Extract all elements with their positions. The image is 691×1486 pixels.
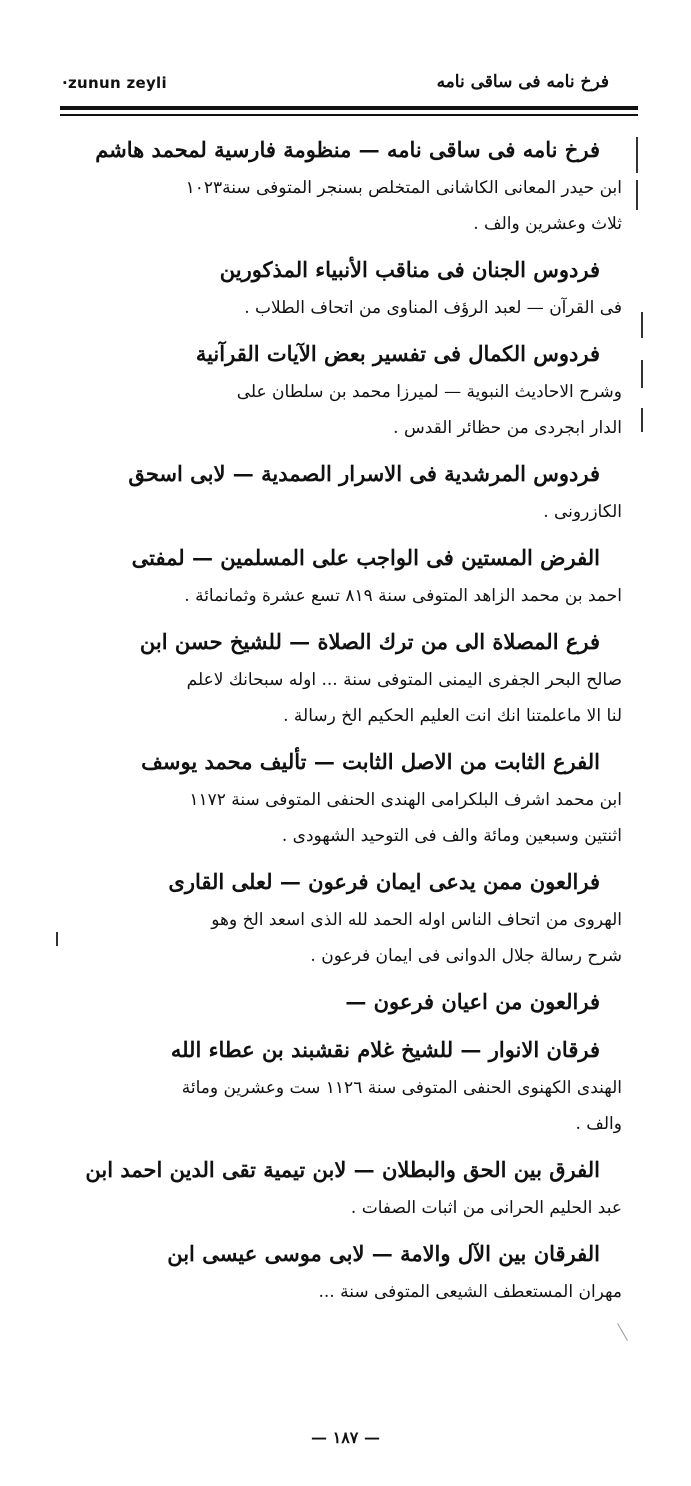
entry (72, 862, 622, 974)
entry-text-line: احمد بن محمد الزاهد المتوفى سنة ٨١٩ تسع عشرة وثمانمائة . (184, 586, 622, 606)
entry-text-line: وشرح الاحاديث النبوية — لميرزا محمد بن سلطان على (236, 382, 622, 402)
entry-title-line: فرع المصلاة الى من ترك الصلاة — للشيخ حسن ابن (139, 629, 600, 654)
margin-mark (56, 932, 58, 946)
entry-title-line: فردوس الجنان فى مناقب الأنبياء المذكورين (219, 257, 600, 282)
entry-text-line: والف . (575, 1114, 622, 1134)
entry-text-line: عبد الحليم الحرانى من اثبات الصفات . (350, 1198, 622, 1218)
entry-title-line: الفرض المستين فى الواجب على المسلمين — لمفتى (131, 545, 600, 570)
margin-mark (641, 312, 643, 338)
entry-text-line: لنا الا ماعلمتنا انك انت العليم الحكيم الخ رسالة . (283, 706, 622, 726)
entry-text-line: ابن حيدر المعانى الكاشانى المتخلص بسنجر المتوفى سنة١٠٢٣ (185, 178, 622, 198)
entry (72, 538, 622, 614)
page-number: — ١٨٧ — (311, 1428, 380, 1447)
entry-text-line: ابن محمد اشرف البلكرامى الهندى الحنفى المتوفى سنة ١١٧٢ (189, 790, 622, 810)
entry-text-line: ثلاث وعشرين والف . (473, 214, 622, 234)
running-header-right: فرخ نامه فى ساقى نامه (436, 72, 609, 92)
entry-text-line: شرح رسالة جلال الدوانى فى ايمان فرعون . (310, 946, 622, 966)
entry-text-line: الكازرونى . (543, 502, 622, 522)
scan-speck (617, 1323, 628, 1341)
running-header-left: ·zunun zeyli (62, 74, 167, 92)
entry (72, 1234, 622, 1310)
entry-title-line: فردوس المرشدية فى الاسرار الصمدية — لابى اسحق (128, 461, 600, 486)
margin-mark (636, 137, 638, 173)
entry-text-line: صالح البحر الجفرى اليمنى المتوفى سنة ... اوله سبحانك لاعلم (186, 670, 622, 690)
entry-text-line: الهندى الكهنوى الحنفى المتوفى سنة ١١٢٦ ست وعشرين ومائة (181, 1078, 622, 1098)
entry-title-line: الفرقان بين الآل والامة — لابى موسى عيسى ابن (167, 1241, 600, 1266)
entry (72, 334, 622, 446)
header-rule-thick (60, 106, 638, 110)
entry-title-line: فرالعون من اعيان فرعون — (345, 989, 600, 1014)
entry-text-line: اثنتين وسبعين ومائة والف فى التوحيد الشهودى . (281, 826, 622, 846)
entry (72, 1150, 622, 1226)
entry (72, 622, 622, 734)
entry-text-line: مهران المستعطف الشيعى المتوفى سنة ... (318, 1282, 622, 1302)
margin-mark (641, 360, 643, 388)
entry (72, 982, 622, 1022)
entry-title-line: الفرق بين الحق والبطلان — لابن تيمية تقى الدين احمد ابن (85, 1157, 600, 1182)
entry (72, 454, 622, 530)
entry (72, 130, 622, 242)
entry (72, 742, 622, 854)
entry-text-line: الدار ابجردى من حظائر القدس . (393, 418, 622, 438)
entry (72, 1030, 622, 1142)
entry-title-line: فرقان الانوار — للشيخ غلام نقشبند بن عطاء الله (170, 1037, 600, 1062)
header-rule-thin (60, 114, 638, 116)
entry-title-line: فردوس الكمال فى تفسير بعض الآيات القرآنية (195, 341, 600, 366)
entry-text-line: فى القرآن — لعبد الرؤف المناوى من اتحاف الطلاب . (244, 298, 622, 318)
entries-list (72, 130, 622, 1318)
entry-title-line: الفرع الثابت من الاصل الثابت — تأليف محمد يوسف (141, 749, 600, 774)
entry-title-line: فرالعون ممن يدعى ايمان فرعون — لعلى القارى (168, 869, 600, 894)
margin-mark (641, 408, 643, 432)
margin-mark (636, 180, 638, 210)
entry-title-line: فرخ نامه فى ساقى نامه — منظومة فارسية لمحمد هاشم (95, 137, 600, 162)
entry (72, 250, 622, 326)
entry-text-line: الهروى من اتحاف الناس اوله الحمد لله الذى اسعد الخ وهو (211, 910, 622, 930)
